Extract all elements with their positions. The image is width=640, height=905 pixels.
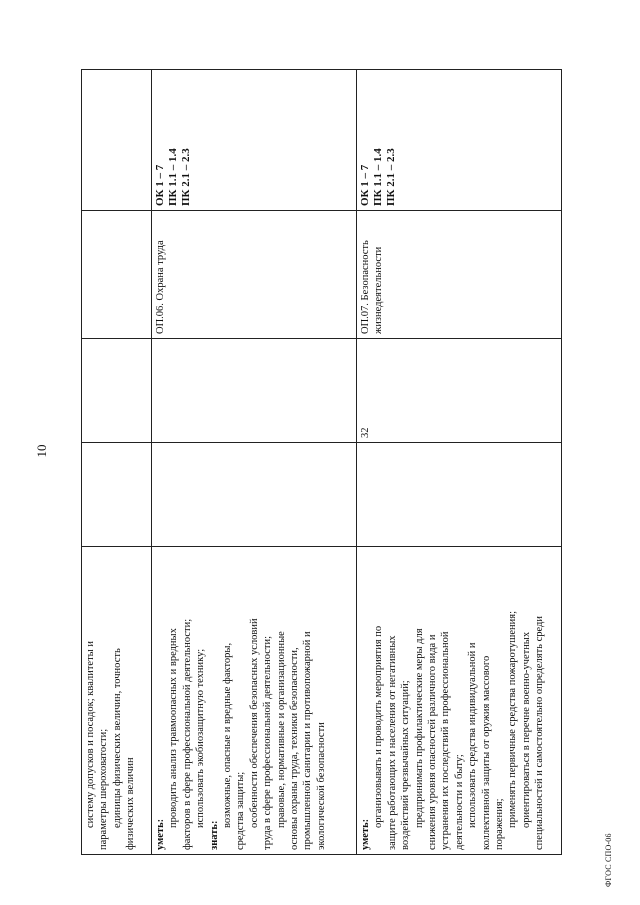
table-row [82, 70, 152, 855]
requirement-line: особенности обеспечения безопасных условий [248, 618, 260, 828]
requirement-line: коллективной защиты от оружия массового [480, 655, 492, 850]
requirements-cell [82, 547, 152, 855]
section-heading: знать: [208, 820, 220, 850]
requirement-line: систему допусков и посадок; квалитеты и [85, 641, 96, 828]
requirement-line: использовать экобиозащитную технику; [195, 648, 207, 828]
requirement-line: организовывать и проводить мероприятия по [373, 625, 385, 828]
page-number: 10 [34, 444, 49, 458]
requirement-line: предпринимать профилактические меры для [413, 628, 425, 828]
requirement-line: ориентироваться в перечне военно-учетных [520, 631, 532, 828]
discipline-name: жизнедеятельности [373, 246, 385, 334]
section-heading: уметь: [155, 818, 166, 850]
requirement-line: поражения; [494, 798, 506, 850]
requirement-line: защите работающих и населения от негативных [386, 635, 398, 850]
competency-code: ОК 1 – 7 [359, 164, 371, 206]
requirement-line: параметры шероховатости; [98, 728, 110, 850]
competency-code: ПК 2.1 – 2.3 [180, 148, 192, 206]
requirement-line: экологической безопасности [315, 722, 327, 850]
discipline-name: ОП.07. Безопасность [360, 240, 371, 334]
requirement-line: физических величин [125, 757, 137, 850]
hours-cell [152, 339, 357, 443]
competencies-cell [152, 70, 357, 211]
requirement-line: применять первичные средства пожаротушения; [507, 610, 519, 828]
competency-code: ПК 1.1 – 1.4 [372, 148, 384, 206]
competencies-cell [357, 70, 562, 211]
discipline-cell [357, 211, 562, 339]
max-hours-cell [82, 443, 152, 547]
requirement-line: воздействий чрезвычайных ситуаций; [400, 680, 412, 850]
max-hours-cell [357, 443, 562, 547]
requirement-line: снижения уровня опасностей различного вида и [427, 634, 439, 850]
table-body [82, 70, 562, 855]
competency-code: ОК 1 – 7 [154, 164, 166, 206]
competency-code: ПК 2.1 – 2.3 [385, 148, 397, 206]
requirement-line: деятельности и быту; [453, 754, 465, 850]
discipline-name: ОП.06. Охрана труда [155, 240, 166, 334]
discipline-cell [152, 211, 357, 339]
requirement-line: единицы физических величин, точность [111, 648, 123, 828]
requirement-line: средства защиты; [235, 771, 247, 850]
table-row [357, 70, 562, 855]
max-hours-cell [152, 443, 357, 547]
competency-code: ПК 1.1 – 1.4 [167, 148, 179, 206]
requirement-line: основы охраны труда, техники безопасности, [289, 647, 301, 850]
requirement-line: промышленной санитарии и противопожарной и [302, 631, 314, 850]
hours-cell [82, 339, 152, 443]
discipline-cell [82, 211, 152, 339]
section-heading: уметь: [360, 818, 371, 850]
requirements-cell [357, 547, 562, 855]
requirements-cell [152, 547, 357, 855]
requirement-line: факторов в сфере профессиональной деятельности; [181, 618, 193, 850]
requirement-line: использовать средства индивидуальной и [467, 642, 479, 828]
requirement-line: устранения их последствий в профессиональной [440, 631, 452, 850]
table-row [152, 70, 357, 855]
hours-cell: 32 [357, 339, 562, 443]
requirement-line: возможные, опасные и вредные факторы, [222, 642, 234, 828]
competencies-cell [82, 70, 152, 211]
requirement-line: правовые, нормативные и организационные [275, 631, 287, 828]
requirement-line: проводить анализ травмоопасных и вредных [168, 628, 180, 828]
curriculum-table [81, 69, 562, 855]
footer-label: ФГОС СПО-06 [604, 833, 613, 887]
requirement-line: труда в сфере профессиональной деятельности; [262, 636, 274, 850]
requirement-line: специальностей и самостоятельно определять среди [534, 616, 546, 850]
